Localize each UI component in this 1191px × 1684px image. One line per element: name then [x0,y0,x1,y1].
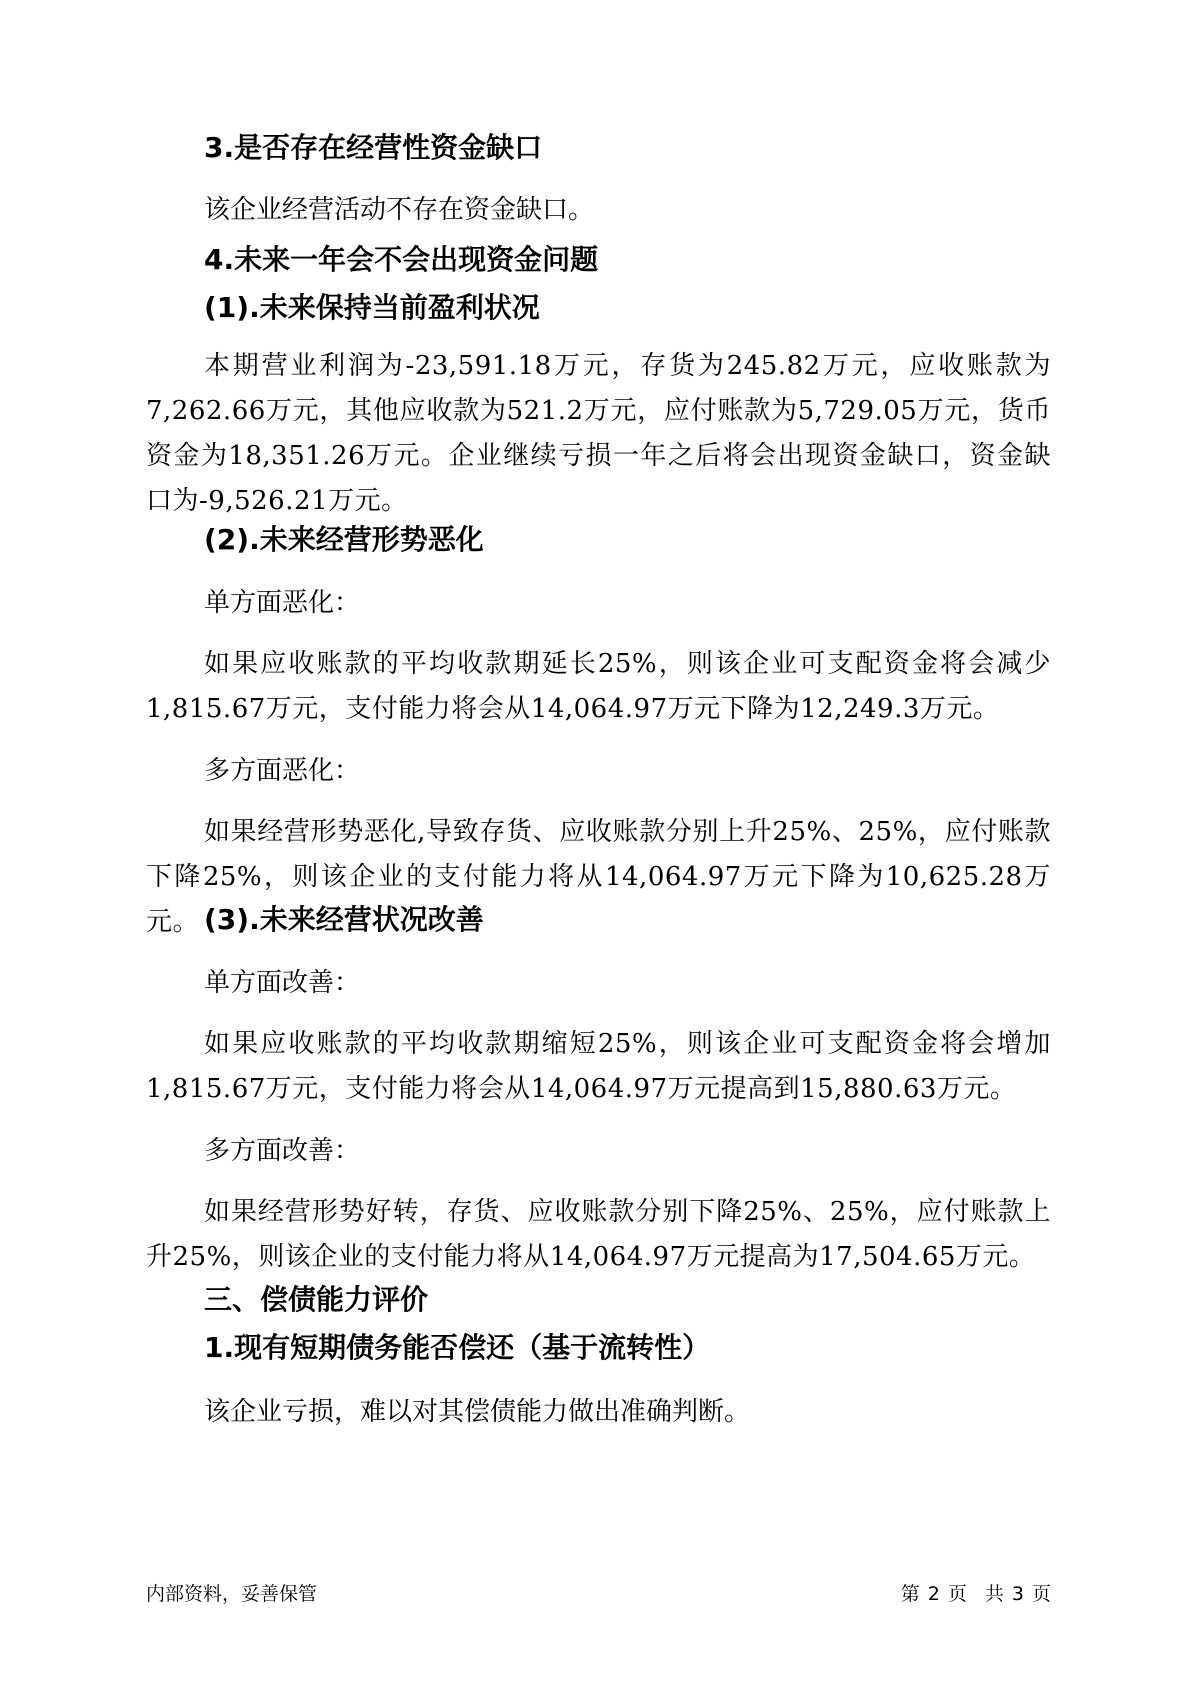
paragraph-funding-gap: 该企业经营活动不存在资金缺口。 [204,195,595,225]
footer-confidential-note: 内部资料，妥善保管 [146,1583,318,1605]
footer-page-number [901,1580,1051,1608]
page-prefix: 第 [900,1583,920,1605]
paragraph-multi-worsening: 如果经营形势恶化,导致存货、应收账款分别上升25%、25%，应付账款下降25%，则该企业的支付能力将从14,064.97万元下降为10,625.28万元。 [146,817,1051,937]
heading-worsening: (2).未来经营形势恶化 [204,523,484,556]
paragraph-single-worsening: 如果应收账款的平均收款期延长25%，则该企业可支配资金将会减少1,815.67万元，支付能力将会从14,064.97万元下降为12,249.3万元。 [146,649,1051,724]
page-unit: 页 [947,1583,967,1605]
paragraph-multi-improvement: 如果经营形势好转，存货、应收账款分别下降25%、25%，应付账款上升25%，则该企业的支付能力将从14,064.97万元提高为17,504.65万元。 [146,1197,1051,1272]
current-page: 2 [927,1583,940,1605]
heading-improvement: (3).未来经营状况改善 [204,903,484,936]
paragraph-current-profit: 本期营业利润为-23,591.18万元，存货为245.82万元，应收账款为7,262.66万元，其他应收款为521.2万元，应付账款为5,729.05万元，货币资金为18,351.26万元。企业继续亏损一年之后将会出现资金缺口，资金缺口为-9,526.21万元。 [146,351,1051,516]
total-pages: 3 [1011,1583,1024,1605]
label-single-worsening: 单方面恶化： [204,588,361,618]
label-multi-improvement: 多方面改善： [204,1136,361,1166]
heading-funding-gap: 3.是否存在经营性资金缺口 [204,131,543,164]
label-multi-worsening: 多方面恶化： [204,756,361,786]
total-unit: 页 [1031,1583,1051,1605]
paragraph-debt: 该企业亏损，难以对其偿债能力做出准确判断。 [204,1397,751,1427]
label-single-improvement: 单方面改善： [204,968,361,998]
total-prefix: 共 [984,1583,1004,1605]
heading-debt-evaluation: 三、偿债能力评价 [204,1283,429,1316]
paragraph-single-improvement: 如果应收账款的平均收款期缩短25%，则该企业可支配资金将会增加1,815.67万元，支付能力将会从14,064.97万元提高到15,880.63万元。 [146,1029,1051,1104]
heading-keep-current-profit: (1).未来保持当前盈利状况 [204,291,540,324]
heading-next-year-funding: 4.未来一年会不会出现资金问题 [204,243,599,276]
heading-short-term-debt: 1.现有短期债务能否偿还（基于流转性） [204,1331,711,1364]
